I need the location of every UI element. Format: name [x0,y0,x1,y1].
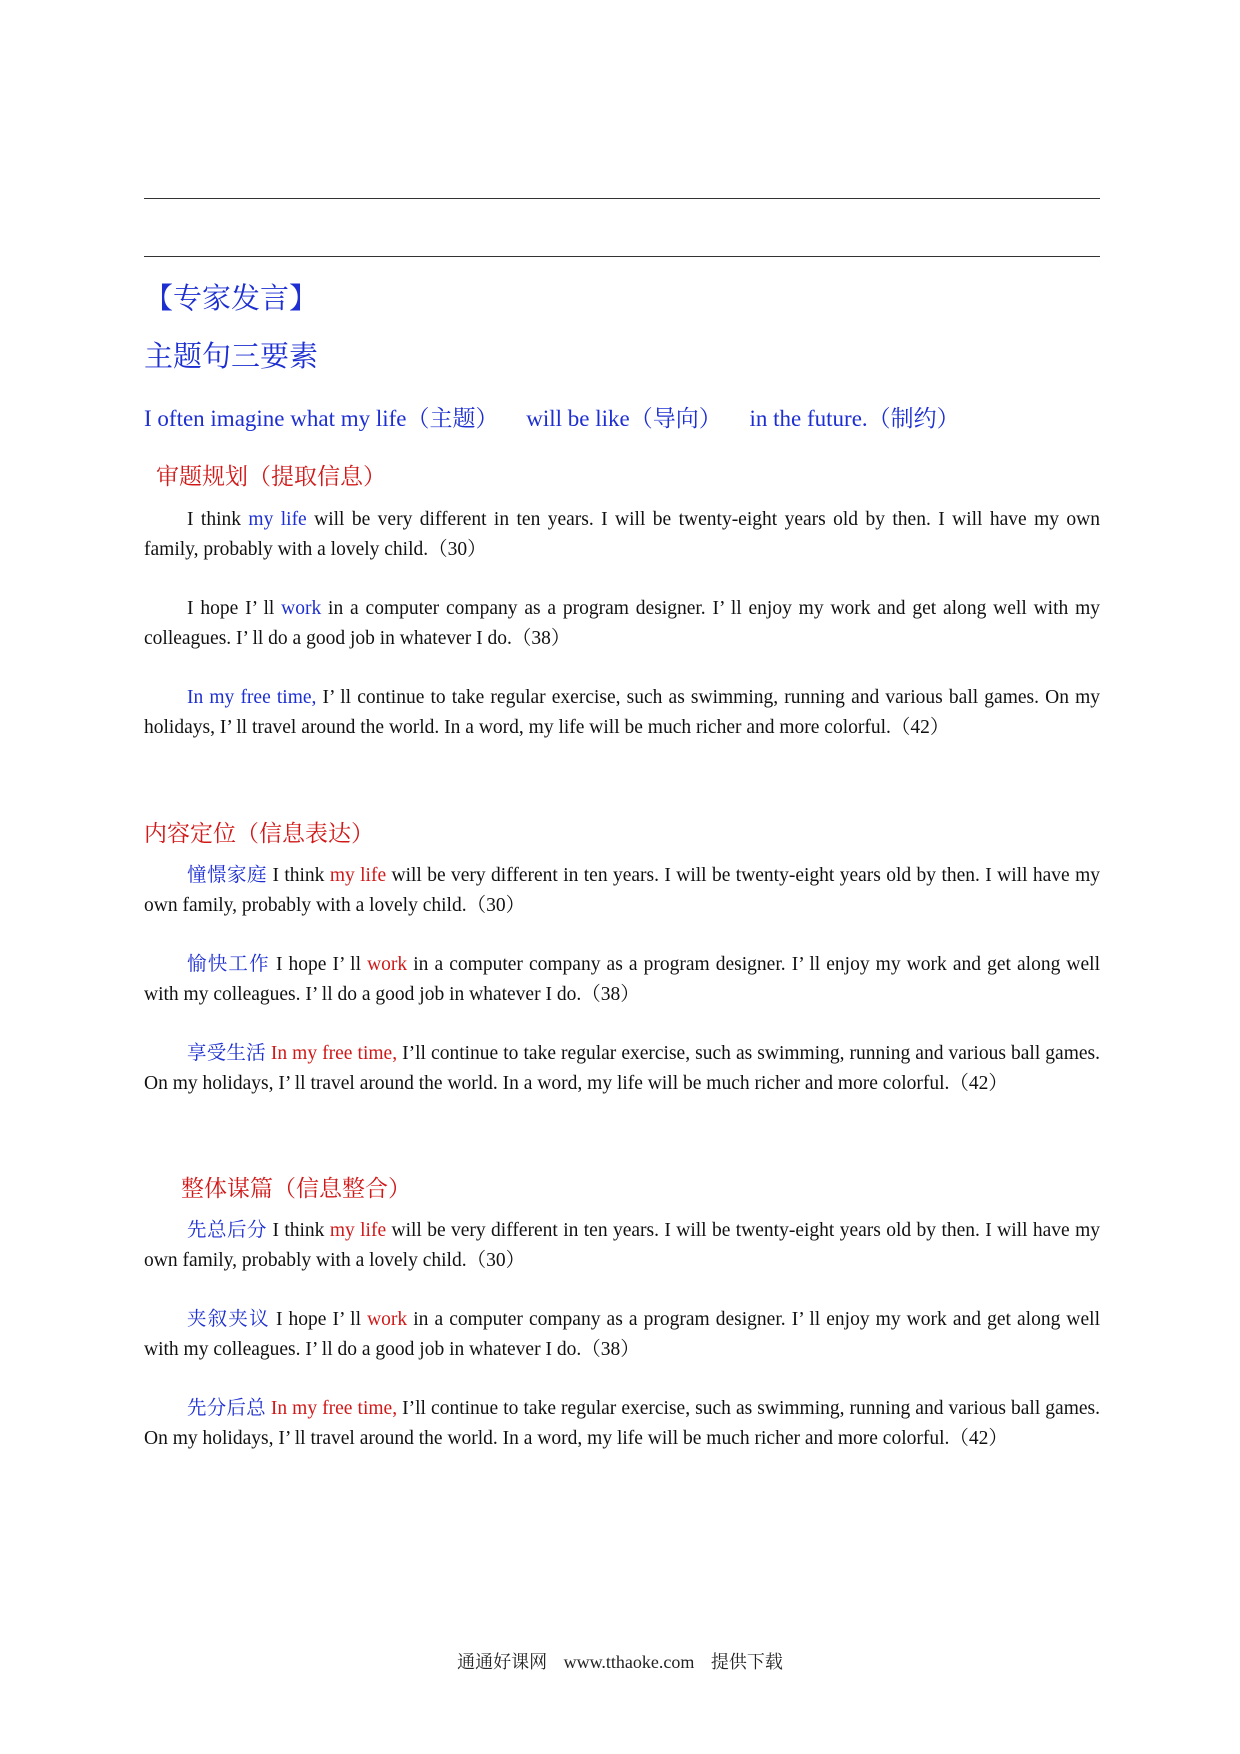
para-text: in a computer company as a program designer. I’ ll enjoy my work and get along well with my colleagues. I’ ll do a good job in whatever I do.（38） [144,598,1100,649]
para-text: in a computer company as a program designer. I’ ll enjoy my work and get along well with my colleagues. I’ ll do a good job in whatever I do.（38） [144,954,1100,1005]
section3-paragraph-1 [144,1216,1100,1275]
footer-url-link[interactable]: www.tthaoke.com [563,1652,695,1672]
para-text: I hope I’ ll [187,598,282,619]
section1-paragraph-2 [144,594,1100,653]
highlight-free-time: In my free time, [265,1398,398,1419]
highlight-free-time: In my free time, [265,1043,398,1064]
highlight-my-life: my life [248,509,307,530]
label-work: 愉快工作 [187,954,270,975]
label-general-first: 先总后分 [187,1220,268,1241]
para-text: I’ll continue to take regular exercise, such as swimming, running and various ball games. On my holidays, I’ ll travel around the world. In a word, my life will be much richer and more colorful.（42） [144,1398,1100,1449]
section1-paragraph-1 [144,505,1100,564]
section2-paragraph-1 [144,861,1100,920]
footer-note: 提供下载 [710,1652,783,1672]
label-life: 享受生活 [187,1043,266,1064]
para-text: will be very different in ten years. I will be twenty-eight years old by then. I will have my own family, probably with a lovely child.（30） [144,865,1100,916]
page-footer [0,1648,1240,1674]
para-text: in a computer company as a program designer. I’ ll enjoy my work and get along well with my colleagues. I’ ll do a good job in whatever I do.（38） [144,1309,1100,1360]
section3-title: 整体谋篇（信息整合） [181,1176,411,1201]
topic-sentence [144,400,982,433]
para-text: I think [267,865,330,886]
para-text: I hope I’ ll [269,954,368,975]
para-text: will be very different in ten years. I will be twenty-eight years old by then. I will have my own family, probably with a lovely child.（30） [144,509,1100,560]
para-text: I think [187,509,249,530]
label-narrate-comment: 夹叙夹议 [187,1309,270,1330]
para-text: I think [267,1220,330,1241]
highlight-work: work [367,1309,408,1330]
blank-answer-line-2 [144,256,1100,257]
section2-paragraph-3 [144,1039,1100,1098]
topic-sentence-direction: will be like（导向） [526,406,722,431]
para-text: I’ ll continue to take regular exercise, such as swimming, running and various ball games. On my holidays, I’ ll travel around the world. In a word, my life will be much richer and more colorful.（42） [144,687,1101,738]
para-text: I’ll continue to take regular exercise, such as swimming, running and various ball games. On my holidays, I’ ll travel around the world. In a word, my life will be much richer and more colorful.（42） [144,1043,1100,1094]
label-family: 憧憬家庭 [187,865,268,886]
section1-paragraph-3 [144,683,1100,742]
blank-answer-line-1 [144,198,1100,199]
highlight-my-life: my life [329,1220,387,1241]
para-text: I hope I’ ll [269,1309,368,1330]
topic-sentence-subject: I often imagine what my life（主题） [144,406,499,431]
section1-title: 审题规划（提取信息） [156,464,386,489]
section2-paragraph-2 [144,950,1100,1009]
para-text: will be very different in ten years. I will be twenty-eight years old by then. I will have my own family, probably with a lovely child.（30） [144,1220,1100,1271]
footer-site-name: 通通好课网 [457,1652,548,1672]
highlight-free-time: In my free time, [187,687,317,708]
section3-paragraph-2 [144,1305,1100,1364]
highlight-work: work [281,598,322,619]
label-details-first: 先分后总 [187,1398,266,1419]
highlight-my-life: my life [329,865,387,886]
section3-paragraph-3 [144,1394,1100,1453]
section2-title: 内容定位（信息表达） [144,821,374,846]
subtitle: 主题句三要素 [144,341,319,373]
topic-sentence-restriction: in the future.（制约） [749,406,960,431]
section-title: 【专家发言】 [144,283,319,315]
highlight-work: work [367,954,408,975]
